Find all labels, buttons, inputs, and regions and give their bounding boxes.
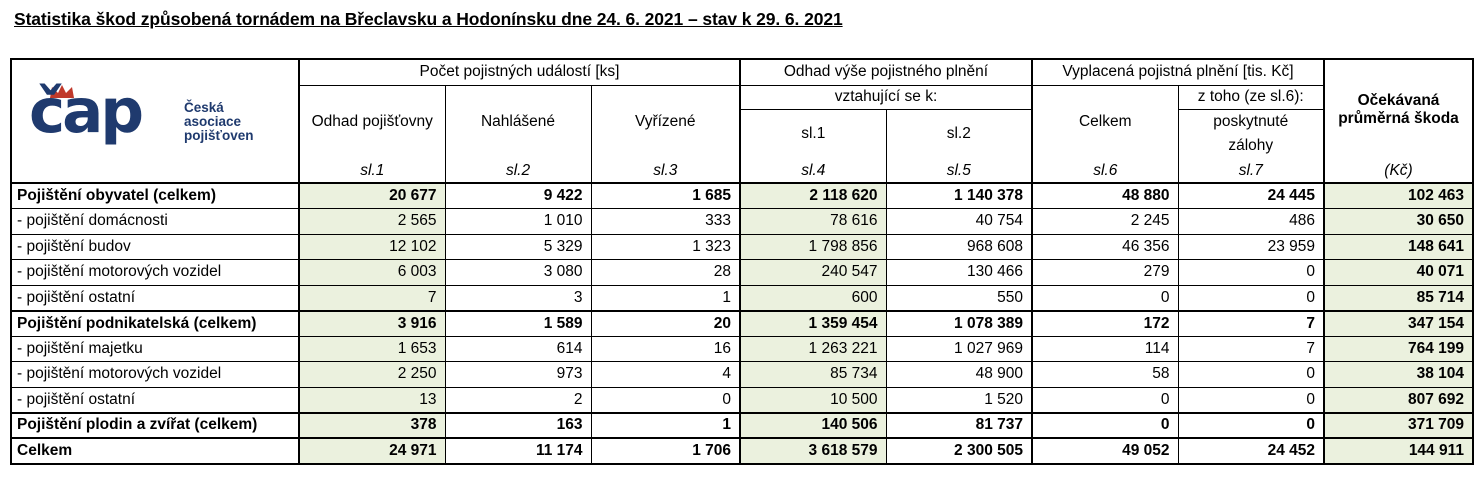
- header-expected-line-1: Očekávaná: [1357, 91, 1440, 109]
- table-cell-col-7: 0: [1178, 413, 1324, 439]
- table-cell-col-8: 764 199: [1324, 336, 1473, 362]
- logo-line-1: Česká: [184, 100, 224, 115]
- table-cell-col-1: 12 102: [299, 234, 445, 260]
- row-label: Celkem: [11, 438, 299, 464]
- row-label: - pojištění budov: [11, 234, 299, 260]
- damage-statistics-table: [10, 58, 1474, 465]
- table-cell-col-8: 148 641: [1324, 234, 1473, 260]
- table-row-total: [11, 413, 1473, 439]
- row-label: - pojištění ostatní: [11, 387, 299, 413]
- table-cell-col-7: 23 959: [1178, 234, 1324, 260]
- table-cell-col-6: 49 052: [1032, 438, 1178, 464]
- row-label: - pojištění motorových vozidel: [11, 362, 299, 388]
- table-row-total: [11, 438, 1473, 464]
- table-cell-col-1: 2 250: [299, 362, 445, 388]
- table-cell-col-3: 1 706: [591, 438, 740, 464]
- table-cell-col-2: 5 329: [445, 234, 591, 260]
- table-cell-col-4: 1 263 221: [740, 336, 886, 362]
- table-cell-col-6: 48 880: [1032, 183, 1178, 209]
- table-cell-col-2: 973: [445, 362, 591, 388]
- header-group-estimate: Odhad výše pojistného plnění: [740, 59, 1032, 85]
- table-cell-col-8: 102 463: [1324, 183, 1473, 209]
- table-cell-col-5: 1 140 378: [886, 183, 1032, 209]
- table-cell-col-2: 2: [445, 387, 591, 413]
- table-cell-col-5: 550: [886, 285, 1032, 311]
- table-cell-col-8: 40 071: [1324, 260, 1473, 286]
- table-cell-col-4: 240 547: [740, 260, 886, 286]
- table-cell-col-2: 9 422: [445, 183, 591, 209]
- table-row: [11, 260, 1473, 286]
- table-cell-col-4: 78 616: [740, 209, 886, 235]
- header-group-paid-sub: z toho (ze sl.6):: [1178, 85, 1324, 109]
- table-row: [11, 209, 1473, 235]
- table-cell-col-5: 130 466: [886, 260, 1032, 286]
- header-group-estimate-sub: vztahující se k:: [740, 85, 1032, 109]
- table-cell-col-7: 24 445: [1178, 183, 1324, 209]
- table-cell-col-2: 11 174: [445, 438, 591, 464]
- table-cell-col-8: 807 692: [1324, 387, 1473, 413]
- page-title: Statistika škod způsobená tornádem na Břeclavsku a Hodonínsku dne 24. 6. 2021 – stav k 29. 6. 2021: [14, 9, 843, 29]
- table-cell-col-5: 81 737: [886, 413, 1032, 439]
- col-code-6: sl.6: [1032, 159, 1178, 183]
- table-cell-col-5: 1 520: [886, 387, 1032, 413]
- table-row: [11, 234, 1473, 260]
- table-cell-col-8: 38 104: [1324, 362, 1473, 388]
- table-cell-col-3: 28: [591, 260, 740, 286]
- table-cell-col-1: 2 565: [299, 209, 445, 235]
- table-row: [11, 387, 1473, 413]
- table-cell-col-4: 140 506: [740, 413, 886, 439]
- table-cell-col-1: 20 677: [299, 183, 445, 209]
- table-cell-col-4: 1 798 856: [740, 234, 886, 260]
- table-body: [11, 183, 1473, 464]
- row-label: Pojištění podnikatelská (celkem): [11, 311, 299, 337]
- header-group-paid: Vyplacená pojistná plnění [tis. Kč]: [1032, 59, 1324, 85]
- table-cell-col-4: 85 734: [740, 362, 886, 388]
- table-cell-col-3: 0: [591, 387, 740, 413]
- table-cell-col-5: 1 078 389: [886, 311, 1032, 337]
- table-cell-col-5: 48 900: [886, 362, 1032, 388]
- table-cell-col-6: 0: [1032, 285, 1178, 311]
- table-cell-col-5: 968 608: [886, 234, 1032, 260]
- logo-wordmark: [184, 101, 253, 143]
- header-expected-damage: [1324, 59, 1473, 159]
- table-cell-col-8: 347 154: [1324, 311, 1473, 337]
- table-row-total: [11, 183, 1473, 209]
- header-group-events: Počet pojistných událostí [ks]: [299, 59, 740, 85]
- table-cell-col-3: 1 323: [591, 234, 740, 260]
- table-cell-col-1: 13: [299, 387, 445, 413]
- table-cell-col-5: 1 027 969: [886, 336, 1032, 362]
- table-cell-col-3: 1 685: [591, 183, 740, 209]
- table-cell-col-2: 163: [445, 413, 591, 439]
- table-cell-col-8: 85 714: [1324, 285, 1473, 311]
- table-cell-col-2: 1 010: [445, 209, 591, 235]
- table-cell-col-4: 10 500: [740, 387, 886, 413]
- col-code-5: sl.5: [886, 159, 1032, 183]
- table-cell-col-5: 40 754: [886, 209, 1032, 235]
- col-code-4: sl.4: [740, 159, 886, 183]
- table-cell-col-7: 7: [1178, 336, 1324, 362]
- logo-line-2: asociace: [184, 114, 242, 129]
- table-row: [11, 285, 1473, 311]
- col-code-1: sl.1: [299, 159, 445, 183]
- table-cell-col-6: 0: [1032, 413, 1178, 439]
- row-label: - pojištění domácnosti: [11, 209, 299, 235]
- table-cell-col-6: 58: [1032, 362, 1178, 388]
- table-cell-col-3: 1: [591, 413, 740, 439]
- table-cell-col-7: 486: [1178, 209, 1324, 235]
- table-cell-col-4: 600: [740, 285, 886, 311]
- table-cell-col-3: 4: [591, 362, 740, 388]
- table-row: [11, 336, 1473, 362]
- table-cell-col-1: 1 653: [299, 336, 445, 362]
- table-cell-col-3: 20: [591, 311, 740, 337]
- table-cell-col-1: 24 971: [299, 438, 445, 464]
- table-cell-col-2: 614: [445, 336, 591, 362]
- table-cell-col-3: 16: [591, 336, 740, 362]
- table-cell-col-3: 333: [591, 209, 740, 235]
- table-cell-col-8: 371 709: [1324, 413, 1473, 439]
- table-cell-col-2: 3: [445, 285, 591, 311]
- table-cell-col-8: 144 911: [1324, 438, 1473, 464]
- table-cell-col-3: 1: [591, 285, 740, 311]
- table-cell-col-6: 2 245: [1032, 209, 1178, 235]
- col-code-2: sl.2: [445, 159, 591, 183]
- table-cell-col-2: 3 080: [445, 260, 591, 286]
- col-code-7: sl.7: [1178, 159, 1324, 183]
- row-label: - pojištění motorových vozidel: [11, 260, 299, 286]
- logo-line-3: pojišťoven: [184, 128, 254, 143]
- table-cell-col-7: 0: [1178, 387, 1324, 413]
- table-cell-col-7: 24 452: [1178, 438, 1324, 464]
- table-cell-col-4: 2 118 620: [740, 183, 886, 209]
- row-label: Pojištění obyvatel (celkem): [11, 183, 299, 209]
- table-cell-col-5: 2 300 505: [886, 438, 1032, 464]
- table-cell-col-1: 3 916: [299, 311, 445, 337]
- table-row: [11, 362, 1473, 388]
- table-cell-col-6: 279: [1032, 260, 1178, 286]
- table-cell-col-8: 30 650: [1324, 209, 1473, 235]
- table-cell-col-1: 378: [299, 413, 445, 439]
- cap-logo: [12, 66, 298, 176]
- header-col-4: sl.1: [740, 109, 886, 159]
- table-row-total: [11, 311, 1473, 337]
- table-cell-col-1: 7: [299, 285, 445, 311]
- table-cell-col-7: 0: [1178, 285, 1324, 311]
- table-cell-col-7: 0: [1178, 362, 1324, 388]
- logo-cell: [11, 59, 299, 183]
- row-label: - pojištění majetku: [11, 336, 299, 362]
- logo-mark: čap: [29, 76, 141, 147]
- table-cell-col-6: 172: [1032, 311, 1178, 337]
- table-cell-col-6: 114: [1032, 336, 1178, 362]
- table-cell-col-4: 3 618 579: [740, 438, 886, 464]
- table-cell-col-7: 0: [1178, 260, 1324, 286]
- table-cell-col-1: 6 003: [299, 260, 445, 286]
- header-col-7: poskytnuté zálohy: [1178, 109, 1324, 159]
- table-cell-col-7: 7: [1178, 311, 1324, 337]
- row-label: - pojištění ostatní: [11, 285, 299, 311]
- header-col-2: Nahlášené: [445, 85, 591, 159]
- header-col-5: sl.2: [886, 109, 1032, 159]
- table-cell-col-2: 1 589: [445, 311, 591, 337]
- col-code-3: sl.3: [591, 159, 740, 183]
- header-col-3: Vyřízené: [591, 85, 740, 159]
- table-cell-col-6: 0: [1032, 387, 1178, 413]
- table-cell-col-6: 46 356: [1032, 234, 1178, 260]
- table-cell-col-4: 1 359 454: [740, 311, 886, 337]
- col-code-8: (Kč): [1324, 159, 1473, 183]
- row-label: Pojištění plodin a zvířat (celkem): [11, 413, 299, 439]
- header-col-6: Celkem: [1032, 85, 1178, 159]
- header-expected-line-2: průměrná škoda: [1338, 109, 1459, 127]
- header-col-1: Odhad pojišťovny: [299, 85, 445, 159]
